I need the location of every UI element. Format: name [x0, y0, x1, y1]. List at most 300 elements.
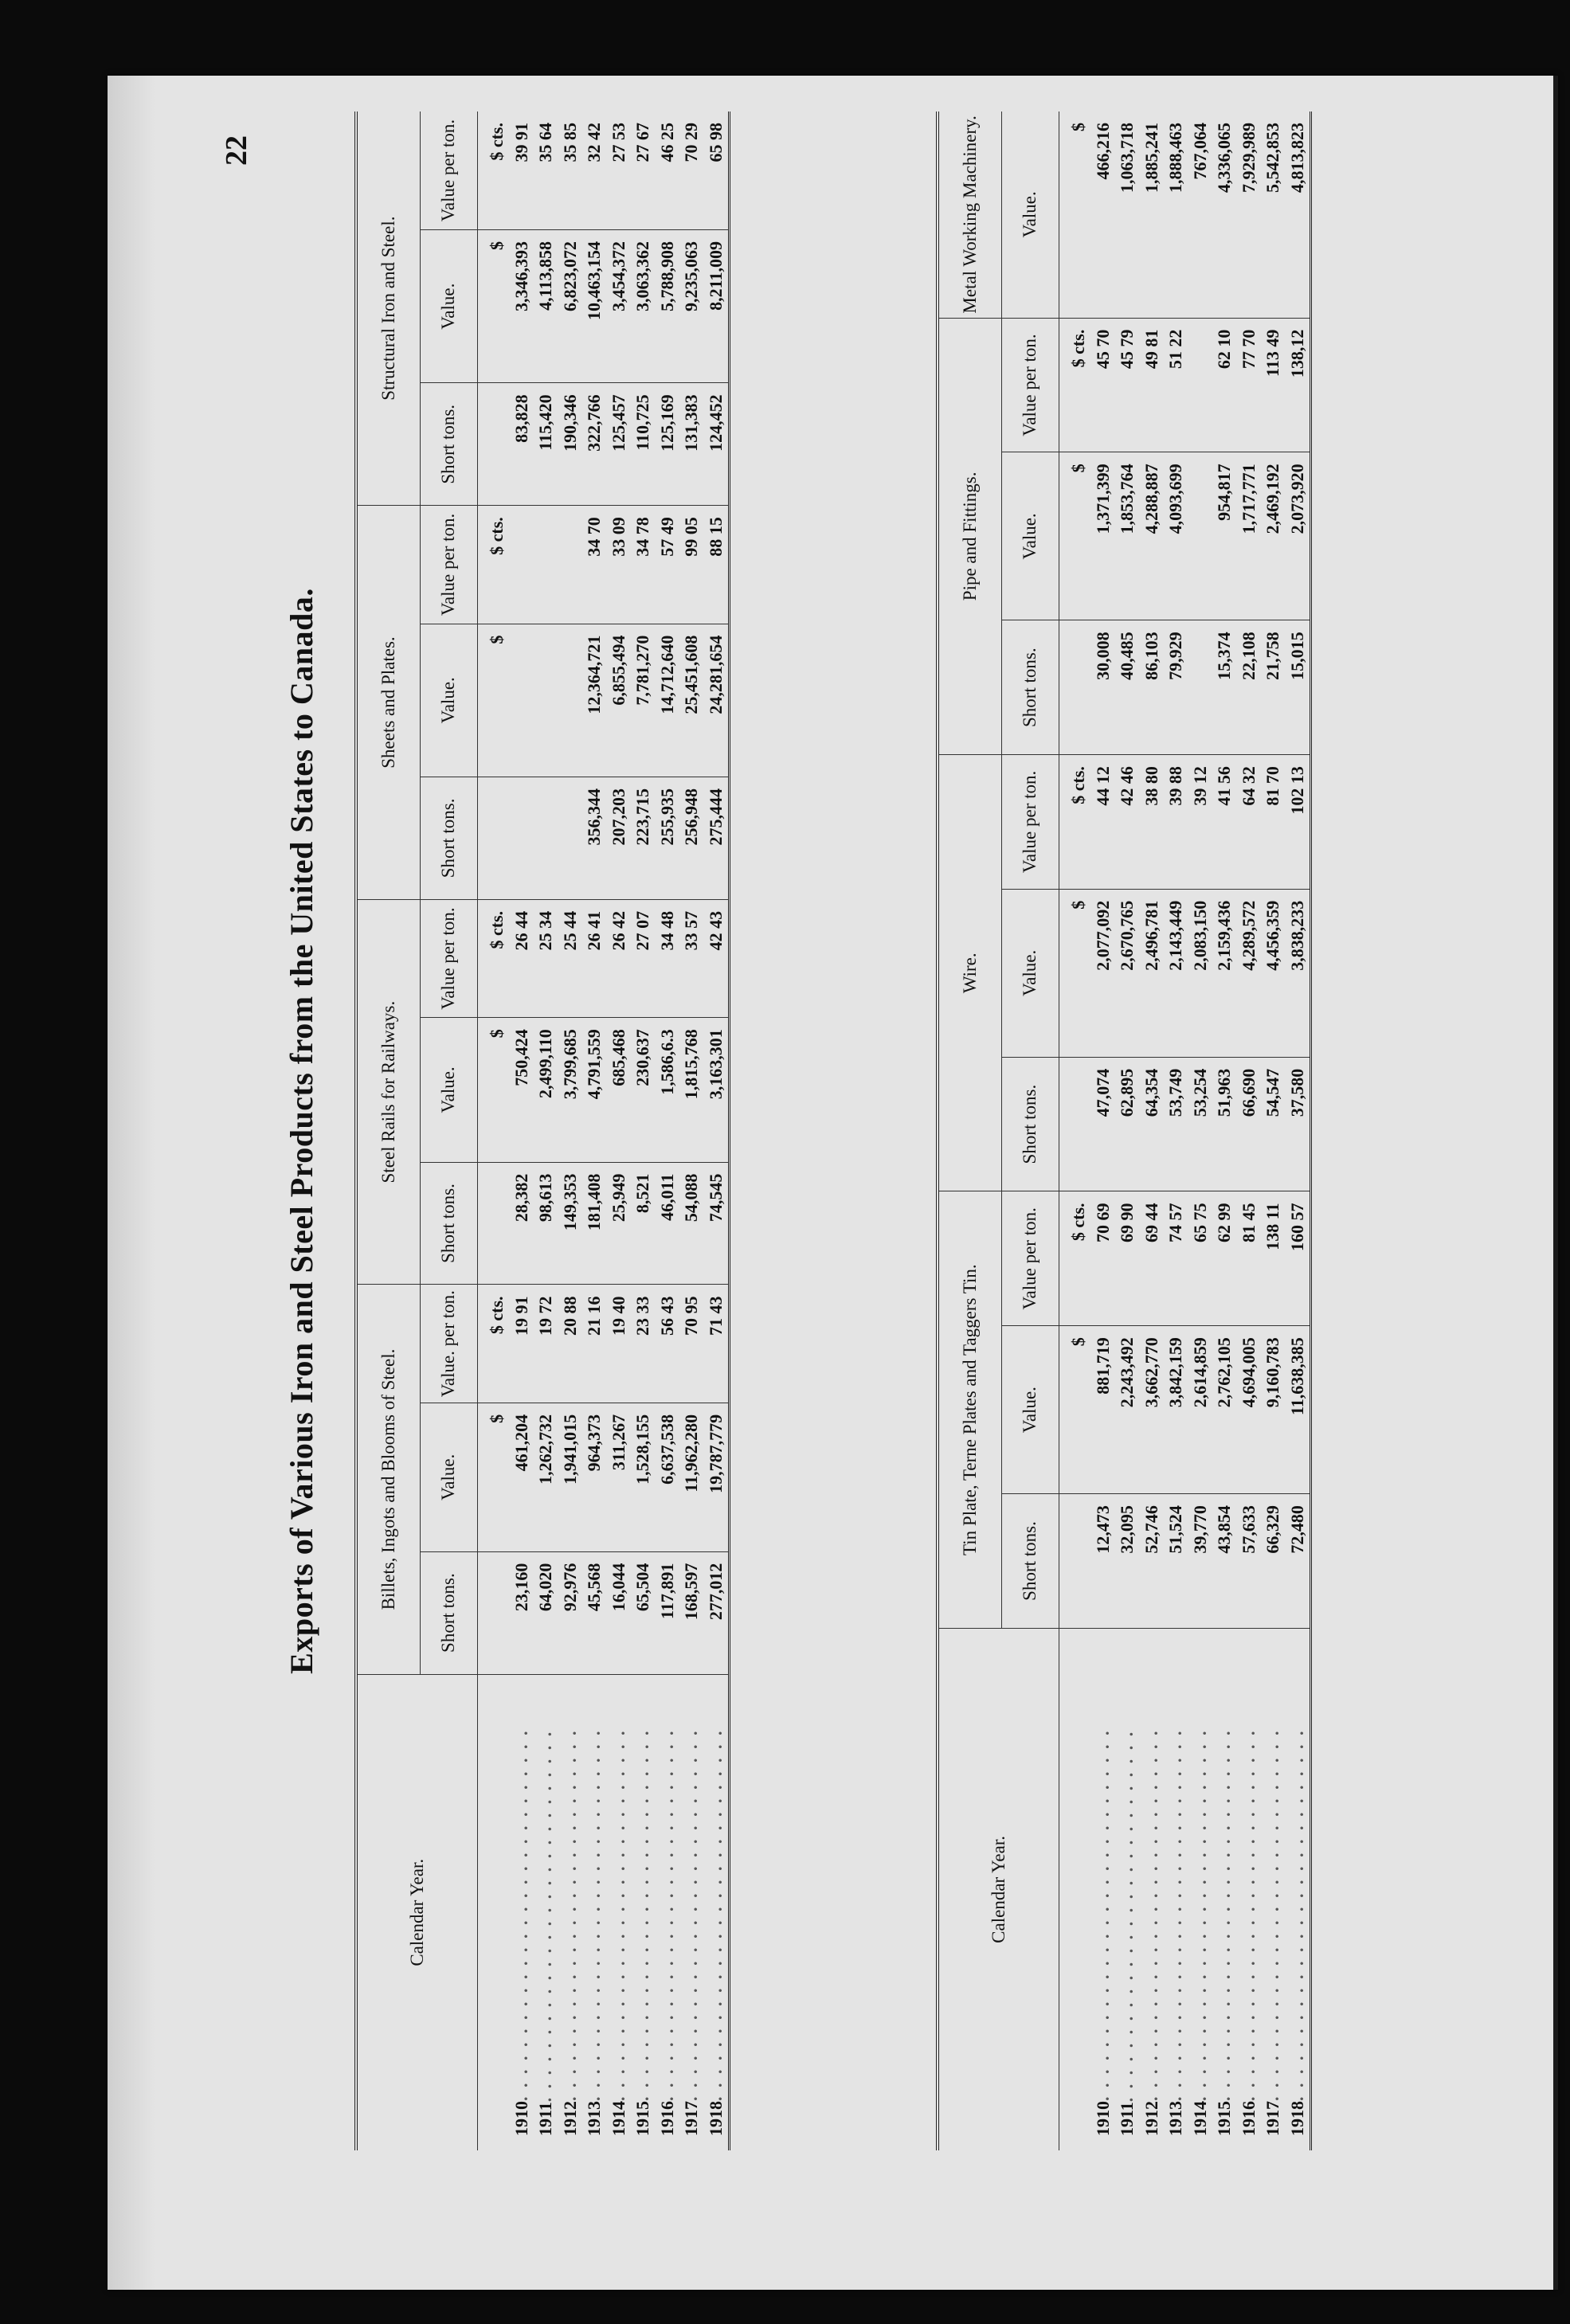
year-label: 1912	[559, 2101, 580, 2136]
cell-t-value: 3,662,770	[1140, 1326, 1165, 1494]
cell-t-value: 11,638,385	[1286, 1326, 1311, 1494]
cell-b-vpt: 23 33	[631, 1285, 656, 1403]
cell-w-tons: 54,547	[1261, 1057, 1286, 1191]
cell-w-vpt: 39 88	[1164, 755, 1188, 890]
cell-b-vpt: 21 16	[582, 1285, 607, 1403]
cell-t-tons: 66,329	[1261, 1494, 1286, 1629]
sub-header-value-per-ton: Value per ton.	[1001, 1191, 1059, 1326]
cell-w-value: 2,670,765	[1115, 889, 1140, 1057]
cell-p-value: 1,717,771	[1237, 452, 1262, 620]
year-cell	[1261, 1628, 1286, 2150]
cell-b-tons: 117,891	[656, 1551, 680, 1674]
cell-t-tons: 43,854	[1212, 1494, 1237, 1629]
leader-dots: . . . . . . . . . . . . . . . . . . . . . . . . . . . .	[1117, 1729, 1137, 2103]
unit-cell	[477, 1674, 510, 2150]
unit-cell: $	[1059, 452, 1091, 620]
cell-t-tons: 72,480	[1286, 1494, 1311, 1629]
cell-s-value	[534, 624, 558, 777]
table-row	[1091, 112, 1116, 2150]
cell-p-vpt: 45 79	[1115, 318, 1140, 452]
group-header-billets: Billets, Ingots and Blooms of Steel.	[356, 1285, 420, 1674]
cell-b-tons: 16,044	[607, 1551, 632, 1674]
unit-cell: $ cts.	[477, 112, 510, 230]
sub-header-short-tons: Short tons.	[1001, 1494, 1059, 1629]
cell-b-vpt: 19 91	[510, 1285, 534, 1403]
cell-s-value: 24,281,654	[704, 624, 730, 777]
year-label: 1911	[1117, 2102, 1137, 2136]
unit-cell: $	[477, 230, 510, 383]
cell-w-vpt: 41 56	[1212, 755, 1237, 890]
table-row	[510, 112, 534, 2150]
cell-r-value: 3,163,301	[704, 1018, 730, 1162]
cell-r-vpt: 25 34	[534, 899, 558, 1017]
year-label: 1916	[1238, 2101, 1259, 2136]
cell-b-value: 19,787,779	[704, 1403, 730, 1551]
sub-header-short-tons: Short tons.	[420, 1162, 477, 1285]
group-header-structural: Structural Iron and Steel.	[356, 112, 420, 506]
unit-cell: $	[477, 624, 510, 777]
cell-st-vpt: 32 42	[582, 112, 607, 230]
cell-r-value: 230,637	[631, 1018, 656, 1162]
page-number: 22	[220, 135, 253, 166]
cell-w-value: 4,289,572	[1237, 889, 1262, 1057]
cell-s-value: 6,855,494	[607, 624, 632, 777]
cell-s-value: 14,712,640	[656, 624, 680, 777]
year-label: 1913	[1165, 2101, 1185, 2136]
cell-t-value: 881,719	[1091, 1326, 1116, 1494]
sub-header-value-per-ton: Value per ton.	[420, 899, 477, 1017]
cell-s-vpt	[558, 506, 583, 624]
cell-w-tons: 62,895	[1115, 1057, 1140, 1191]
cell-t-vpt: 160 57	[1286, 1191, 1311, 1326]
exports-table-2	[936, 112, 1312, 2150]
exports-table-1	[354, 112, 730, 2150]
year-cell	[1237, 1628, 1262, 2150]
unit-cell: $ cts.	[1059, 1191, 1091, 1326]
table-row	[1237, 112, 1262, 2150]
cell-s-value	[510, 624, 534, 777]
cell-m-value: 7,929,989	[1237, 112, 1262, 318]
cell-p-vpt	[1188, 318, 1213, 452]
cell-s-tons	[534, 777, 558, 899]
cell-t-tons: 52,746	[1140, 1494, 1165, 1629]
cell-st-tons: 110,725	[631, 383, 656, 506]
leader-dots: . . . . . . . . . . . . . . . . . . . . . . . . . . . .	[1286, 1728, 1307, 2101]
cell-p-tons	[1188, 620, 1213, 755]
year-label: 1916	[656, 2101, 677, 2136]
year-label: 1915	[1214, 2101, 1234, 2136]
cell-st-value: 3,346,393	[510, 230, 534, 383]
cell-s-tons: 275,444	[704, 777, 730, 899]
cell-m-value: 4,813,823	[1286, 112, 1311, 318]
sub-header-short-tons: Short tons.	[1001, 1057, 1059, 1191]
cell-w-tons: 64,354	[1140, 1057, 1165, 1191]
cell-r-tons: 54,088	[679, 1162, 704, 1285]
cell-r-vpt: 26 44	[510, 899, 534, 1017]
unit-cell: $ cts.	[1059, 318, 1091, 452]
year-cell	[1212, 1628, 1237, 2150]
cell-p-vpt: 62 10	[1212, 318, 1237, 452]
cell-st-vpt: 27 53	[607, 112, 632, 230]
unit-cell: $	[477, 1403, 510, 1551]
table-2-body	[1059, 112, 1311, 2150]
group-header-pipe-fittings: Pipe and Fittings.	[938, 318, 1001, 754]
unit-row	[1059, 112, 1091, 2150]
group-header-metal-working-machinery: Metal Working Machinery.	[938, 112, 1001, 318]
cell-p-value	[1188, 452, 1213, 620]
cell-st-value: 10,463,154	[582, 230, 607, 383]
cell-st-tons: 125,169	[656, 383, 680, 506]
table-row	[607, 112, 632, 2150]
leader-dots: . . . . . . . . . . . . . . . . . . . . . . . . . . . .	[584, 1728, 604, 2101]
sub-header-value-per-ton: Value per ton.	[420, 506, 477, 624]
cell-st-tons: 125,457	[607, 383, 632, 506]
sub-header-value-per-ton: Value per ton.	[420, 112, 477, 230]
cell-t-vpt: 69 44	[1140, 1191, 1165, 1326]
cell-r-tons: 28,382	[510, 1162, 534, 1285]
cell-r-tons: 8,521	[631, 1162, 656, 1285]
group-header-steel-rails: Steel Rails for Railways.	[356, 899, 420, 1285]
table-row	[679, 112, 704, 2150]
cell-m-value: 466,216	[1091, 112, 1116, 318]
unit-cell: $ cts.	[477, 899, 510, 1017]
year-column-header: Calendar Year.	[938, 1628, 1059, 2150]
cell-w-value: 2,083,150	[1188, 889, 1213, 1057]
cell-m-value: 1,063,718	[1115, 112, 1140, 318]
cell-p-tons: 86,103	[1140, 620, 1165, 755]
cell-m-value: 4,336,065	[1212, 112, 1237, 318]
cell-b-tons: 45,568	[582, 1551, 607, 1674]
sub-header-short-tons: Short tons.	[420, 1551, 477, 1674]
cell-t-tons: 32,095	[1115, 1494, 1140, 1629]
cell-t-vpt: 69 90	[1115, 1191, 1140, 1326]
cell-p-tons: 22,108	[1237, 620, 1262, 755]
sub-header-value: Value.	[1001, 452, 1059, 620]
cell-s-vpt: 34 70	[582, 506, 607, 624]
cell-w-tons: 47,074	[1091, 1057, 1116, 1191]
leader-dots: . . . . . . . . . . . . . . . . . . . . . . . . . . . .	[1165, 1728, 1185, 2101]
cell-t-vpt: 138 11	[1261, 1191, 1286, 1326]
cell-s-value	[558, 624, 583, 777]
cell-w-tons: 37,580	[1286, 1057, 1311, 1191]
cell-t-tons: 39,770	[1188, 1494, 1213, 1629]
cell-r-vpt: 33 57	[679, 899, 704, 1017]
year-label: 1911	[535, 2102, 555, 2136]
year-label: 1913	[584, 2101, 604, 2136]
cell-b-vpt: 71 43	[704, 1285, 730, 1403]
cell-b-value: 1,528,155	[631, 1403, 656, 1551]
cell-t-tons: 51,524	[1164, 1494, 1188, 1629]
unit-row	[477, 112, 510, 2150]
cell-w-tons: 66,690	[1237, 1057, 1262, 1191]
unit-cell: $	[477, 1018, 510, 1162]
cell-s-vpt: 57 49	[656, 506, 680, 624]
sub-header-value: Value.	[420, 1403, 477, 1551]
cell-r-vpt: 27 07	[631, 899, 656, 1017]
cell-b-value: 6,637,538	[656, 1403, 680, 1551]
year-label: 1914	[608, 2101, 628, 2136]
cell-p-value: 2,073,920	[1286, 452, 1311, 620]
table-row	[1164, 112, 1188, 2150]
unit-cell: $ cts.	[477, 1285, 510, 1403]
cell-m-value: 1,888,463	[1164, 112, 1188, 318]
cell-p-vpt: 113 49	[1261, 318, 1286, 452]
year-cell	[1188, 1628, 1213, 2150]
cell-r-value: 4,791,559	[582, 1018, 607, 1162]
cell-p-tons: 79,929	[1164, 620, 1188, 755]
year-cell	[1115, 1628, 1140, 2150]
cell-st-tons: 322,766	[582, 383, 607, 506]
cell-st-tons: 124,452	[704, 383, 730, 506]
cell-st-vpt: 65 98	[704, 112, 730, 230]
cell-s-vpt: 88 15	[704, 506, 730, 624]
table-row	[1261, 112, 1286, 2150]
unit-cell	[477, 1162, 510, 1285]
cell-st-vpt: 35 85	[558, 112, 583, 230]
cell-w-value: 2,496,781	[1140, 889, 1165, 1057]
cell-p-tons: 21,758	[1261, 620, 1286, 755]
unit-cell	[1059, 620, 1091, 755]
cell-w-value: 3,838,233	[1286, 889, 1311, 1057]
cell-w-vpt: 39 12	[1188, 755, 1213, 890]
year-label: 1912	[1141, 2101, 1161, 2136]
cell-b-vpt: 20 88	[558, 1285, 583, 1403]
year-cell	[1286, 1628, 1311, 2150]
cell-b-value: 964,373	[582, 1403, 607, 1551]
sub-header-short-tons: Short tons.	[420, 777, 477, 899]
leader-dots: . . . . . . . . . . . . . . . . . . . . . . . . . . . .	[681, 1728, 701, 2101]
cell-m-value: 1,885,241	[1140, 112, 1165, 318]
cell-s-vpt: 34 78	[631, 506, 656, 624]
year-cell	[1164, 1628, 1188, 2150]
leader-dots: . . . . . . . . . . . . . . . . . . . . . . . . . . . .	[632, 1728, 652, 2101]
cell-t-value: 2,243,492	[1115, 1326, 1140, 1494]
sub-header-value-per-ton: Value per ton.	[1001, 318, 1059, 452]
cell-b-value: 1,262,732	[534, 1403, 558, 1551]
cell-s-tons	[510, 777, 534, 899]
cell-r-tons: 46,011	[656, 1162, 680, 1285]
cell-st-value: 3,063,362	[631, 230, 656, 383]
table-1	[354, 112, 730, 2150]
cell-p-vpt: 49 81	[1140, 318, 1165, 452]
leader-dots: . . . . . . . . . . . . . . . . . . . . . . . . . . . .	[535, 1729, 555, 2103]
sub-header-value: Value.	[420, 624, 477, 777]
cell-b-tons: 277,012	[704, 1551, 730, 1674]
cell-p-value: 1,371,399	[1091, 452, 1116, 620]
cell-p-tons: 40,485	[1115, 620, 1140, 755]
cell-s-value: 12,364,721	[582, 624, 607, 777]
cell-st-vpt: 70 29	[679, 112, 704, 230]
cell-t-value: 9,160,783	[1261, 1326, 1286, 1494]
cell-w-value: 4,456,359	[1261, 889, 1286, 1057]
cell-s-tons: 255,935	[656, 777, 680, 899]
cell-t-vpt: 65 75	[1188, 1191, 1213, 1326]
cell-p-tons: 30,008	[1091, 620, 1116, 755]
cell-s-vpt	[510, 506, 534, 624]
cell-t-vpt: 81 45	[1237, 1191, 1262, 1326]
cell-s-tons: 356,344	[582, 777, 607, 899]
cell-p-value: 4,288,887	[1140, 452, 1165, 620]
table-row	[1286, 112, 1311, 2150]
cell-s-tons: 223,715	[631, 777, 656, 899]
year-cell	[510, 1674, 534, 2150]
cell-b-tons: 65,504	[631, 1551, 656, 1674]
cell-t-vpt: 70 69	[1091, 1191, 1116, 1326]
year-cell	[631, 1674, 656, 2150]
cell-s-tons: 207,203	[607, 777, 632, 899]
cell-r-value: 3,799,685	[558, 1018, 583, 1162]
cell-s-vpt	[534, 506, 558, 624]
group-header-tin-plate: Tin Plate, Terne Plates and Taggers Tin.	[938, 1191, 1001, 1628]
cell-st-vpt: 27 67	[631, 112, 656, 230]
cell-r-tons: 74,545	[704, 1162, 730, 1285]
year-cell	[582, 1674, 607, 2150]
sub-header-value: Value.	[1001, 112, 1059, 318]
year-cell	[679, 1674, 704, 2150]
sub-header-value: Value.	[420, 1018, 477, 1162]
unit-cell	[1059, 1628, 1091, 2150]
year-cell	[704, 1674, 730, 2150]
cell-b-vpt: 70 95	[679, 1285, 704, 1403]
cell-b-vpt: 19 40	[607, 1285, 632, 1403]
year-label: 1917	[681, 2101, 701, 2136]
cell-w-tons: 53,749	[1164, 1057, 1188, 1191]
cell-st-vpt: 39 91	[510, 112, 534, 230]
cell-s-value: 25,451,608	[679, 624, 704, 777]
cell-r-value: 685,468	[607, 1018, 632, 1162]
table-1-body	[477, 112, 730, 2150]
cell-st-vpt: 35 64	[534, 112, 558, 230]
cell-m-value: 767,064	[1188, 112, 1213, 318]
leader-dots: . . . . . . . . . . . . . . . . . . . . . . . . . . . .	[656, 1728, 677, 2101]
leader-dots: . . . . . . . . . . . . . . . . . . . . . . . . . . . .	[559, 1728, 580, 2101]
cell-t-tons: 57,633	[1237, 1494, 1262, 1629]
year-label: 1917	[1263, 2101, 1282, 2136]
year-cell	[558, 1674, 583, 2150]
cell-r-tons: 98,613	[534, 1162, 558, 1285]
cell-b-vpt: 56 43	[656, 1285, 680, 1403]
cell-b-value: 11,962,280	[679, 1403, 704, 1551]
cell-r-vpt: 34 48	[656, 899, 680, 1017]
cell-p-tons: 15,015	[1286, 620, 1311, 755]
unit-cell: $	[1059, 1326, 1091, 1494]
cell-w-vpt: 81 70	[1261, 755, 1286, 890]
cell-p-value: 1,853,764	[1115, 452, 1140, 620]
year-label: 1915	[632, 2101, 652, 2136]
year-cell	[607, 1674, 632, 2150]
cell-r-tons: 181,408	[582, 1162, 607, 1285]
unit-cell	[1059, 1057, 1091, 1191]
leader-dots: . . . . . . . . . . . . . . . . . . . . . . . . . . . .	[1214, 1728, 1234, 2101]
leader-dots: . . . . . . . . . . . . . . . . . . . . . . . . . . . .	[608, 1728, 628, 2101]
cell-w-value: 2,077,092	[1091, 889, 1116, 1057]
cell-st-tons: 190,346	[558, 383, 583, 506]
leader-dots: . . . . . . . . . . . . . . . . . . . . . . . . . . . .	[1092, 1728, 1113, 2101]
cell-w-value: 2,143,449	[1164, 889, 1188, 1057]
leader-dots: . . . . . . . . . . . . . . . . . . . . . . . . . . . .	[1189, 1728, 1210, 2101]
cell-w-value: 2,159,436	[1212, 889, 1237, 1057]
cell-s-vpt: 33 09	[607, 506, 632, 624]
cell-t-value: 3,842,159	[1164, 1326, 1188, 1494]
sub-header-short-tons: Short tons.	[420, 383, 477, 506]
unit-cell	[1059, 1494, 1091, 1629]
page-title: Exports of Various Iron and Steel Products from the United States to Canada.	[284, 588, 319, 1674]
cell-r-vpt: 26 42	[607, 899, 632, 1017]
cell-r-value: 1,815,768	[679, 1018, 704, 1162]
cell-p-value: 954,817	[1212, 452, 1237, 620]
cell-w-tons: 51,963	[1212, 1057, 1237, 1191]
cell-s-value: 7,781,270	[631, 624, 656, 777]
rotated-page-content	[195, 112, 1501, 2150]
cell-t-value: 4,694,005	[1237, 1326, 1262, 1494]
cell-p-vpt: 51 22	[1164, 318, 1188, 452]
cell-st-vpt: 46 25	[656, 112, 680, 230]
cell-p-vpt: 45 70	[1091, 318, 1116, 452]
cell-b-vpt: 19 72	[534, 1285, 558, 1403]
table-row	[558, 112, 583, 2150]
cell-p-tons: 15,374	[1212, 620, 1237, 755]
table-row	[704, 112, 730, 2150]
cell-w-vpt: 44 12	[1091, 755, 1116, 890]
table-row	[1140, 112, 1165, 2150]
cell-r-vpt: 25 44	[558, 899, 583, 1017]
year-column-header: Calendar Year.	[356, 1674, 477, 2150]
sub-header-value: Value.	[1001, 1326, 1059, 1494]
cell-w-vpt: 38 80	[1140, 755, 1165, 890]
table-row	[534, 112, 558, 2150]
year-label: 1910	[1092, 2101, 1113, 2136]
cell-r-value: 750,424	[510, 1018, 534, 1162]
cell-p-value: 2,469,192	[1261, 452, 1286, 620]
cell-st-value: 5,788,908	[656, 230, 680, 383]
leader-dots: . . . . . . . . . . . . . . . . . . . . . . . . . . . .	[511, 1728, 531, 2101]
leader-dots: . . . . . . . . . . . . . . . . . . . . . . . . . . . .	[1263, 1728, 1282, 2101]
sub-header-short-tons: Short tons.	[1001, 620, 1059, 755]
cell-t-vpt: 62 99	[1212, 1191, 1237, 1326]
cell-b-value: 461,204	[510, 1403, 534, 1551]
cell-w-vpt: 64 32	[1237, 755, 1262, 890]
group-header-sheets-plates: Sheets and Plates.	[356, 506, 420, 900]
cell-t-vpt: 74 57	[1164, 1191, 1188, 1326]
cell-st-value: 8,211,009	[704, 230, 730, 383]
leader-dots: . . . . . . . . . . . . . . . . . . . . . . . . . . . .	[1238, 1728, 1259, 2101]
unit-cell: $ cts.	[1059, 755, 1091, 890]
year-cell	[1091, 1628, 1116, 2150]
table-row	[582, 112, 607, 2150]
cell-st-value: 6,823,072	[558, 230, 583, 383]
table-row	[631, 112, 656, 2150]
year-label: 1918	[1286, 2101, 1307, 2136]
cell-b-tons: 168,597	[679, 1551, 704, 1674]
table-row	[1212, 112, 1237, 2150]
unit-cell: $ cts.	[477, 506, 510, 624]
cell-t-value: 2,762,105	[1212, 1326, 1237, 1494]
year-label: 1914	[1189, 2101, 1210, 2136]
table-2	[936, 112, 1312, 2150]
cell-b-tons: 92,976	[558, 1551, 583, 1674]
cell-st-value: 4,113,858	[534, 230, 558, 383]
cell-st-value: 3,454,372	[607, 230, 632, 383]
page-edge	[108, 76, 155, 2290]
table-row	[1188, 112, 1213, 2150]
leader-dots: . . . . . . . . . . . . . . . . . . . . . . . . . . . .	[705, 1728, 726, 2101]
sub-header-value-per-ton: Value per ton.	[1001, 755, 1059, 890]
cell-b-value: 1,941,015	[558, 1403, 583, 1551]
cell-st-tons: 83,828	[510, 383, 534, 506]
cell-w-vpt: 42 46	[1115, 755, 1140, 890]
cell-b-tons: 64,020	[534, 1551, 558, 1674]
year-cell	[1140, 1628, 1165, 2150]
